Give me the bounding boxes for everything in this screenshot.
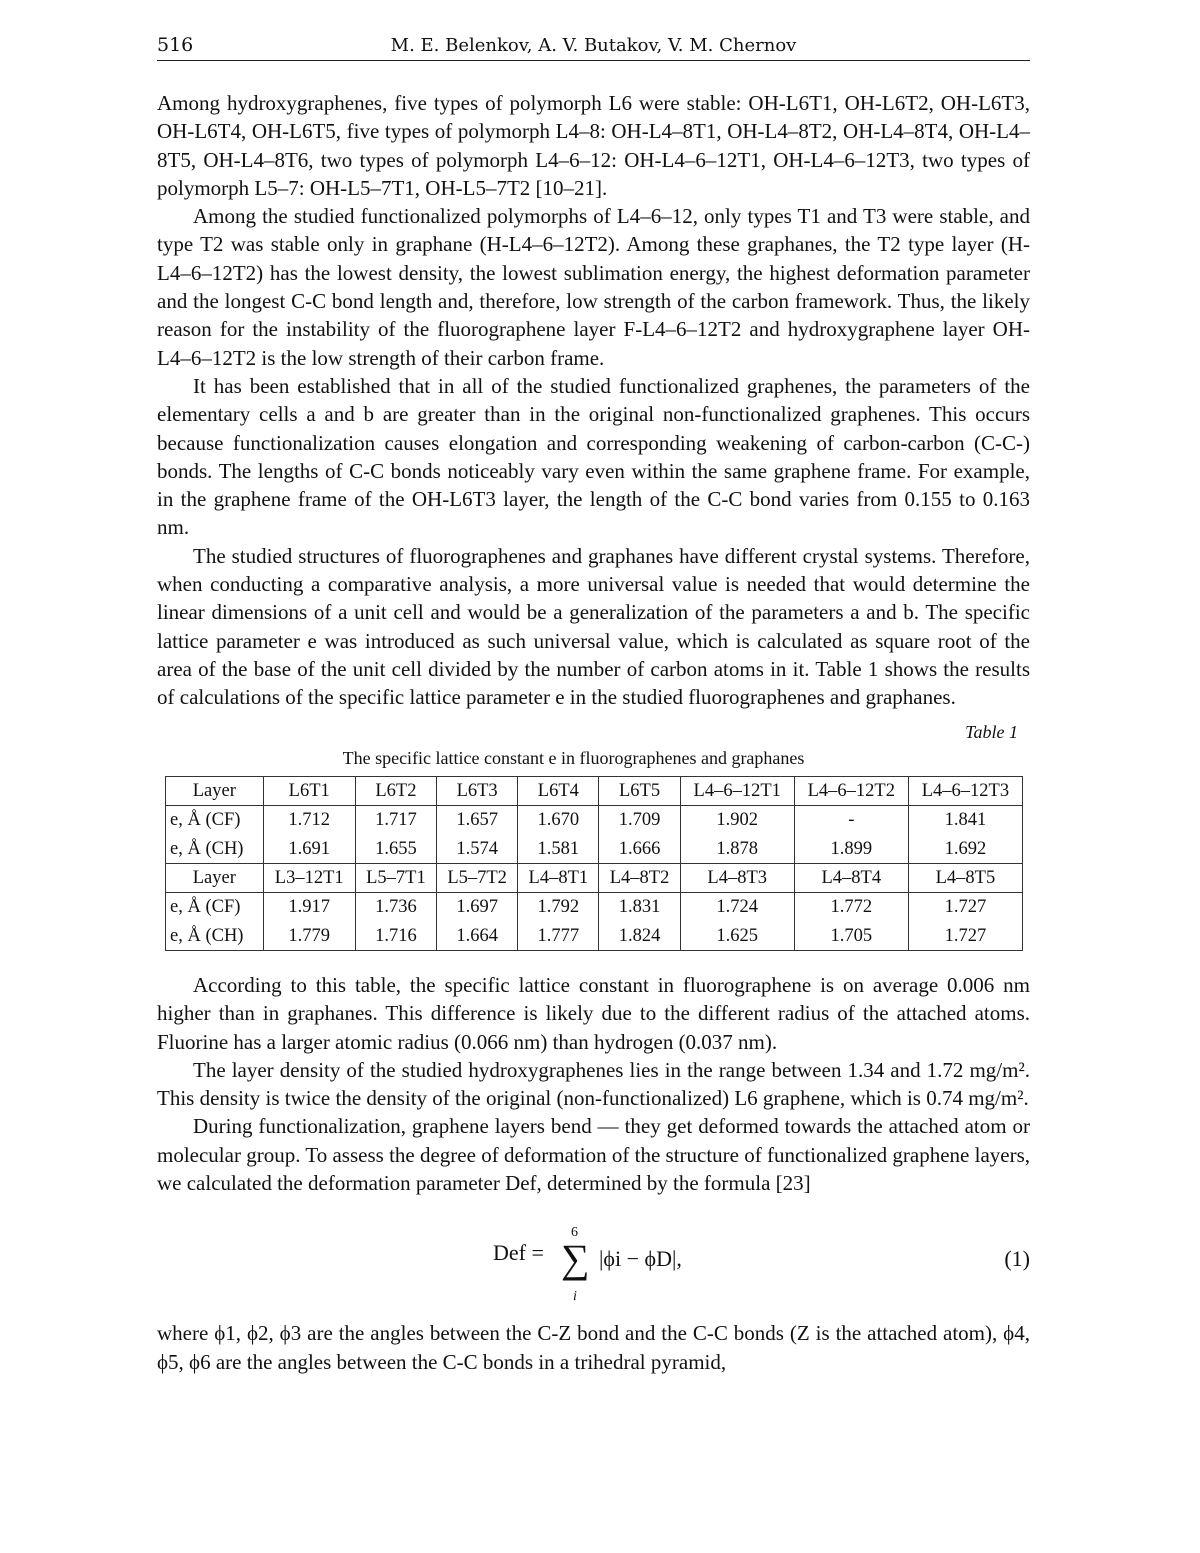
table-row-label: e, Å (CH) [166,835,264,864]
table-cell: 1.899 [794,835,908,864]
table-header-cell: L6T4 [518,777,599,806]
table-header-cell: L4–8T4 [794,864,908,893]
table-cell: 1.705 [794,922,908,951]
table-header-cell: L4–6–12T2 [794,777,908,806]
table-header-row [166,864,1023,893]
table-header-cell: L4–8T1 [518,864,599,893]
table-header-cell: L4–6–12T3 [908,777,1022,806]
table-header-cell: L6T1 [263,777,355,806]
table-cell: - [794,806,908,835]
table-header-cell: L6T5 [599,777,680,806]
table-cell: 1.902 [680,806,794,835]
table-row [166,922,1023,951]
table-row [166,835,1023,864]
table-cell: 1.917 [263,893,355,922]
table-header-row [166,777,1023,806]
table-cell: 1.655 [355,835,436,864]
page-number: 516 [157,34,194,56]
table-cell: 1.792 [518,893,599,922]
sum-lower-limit: i [573,1289,577,1305]
table-caption: The specific lattice constant e in fluorographenes and graphanes [342,747,805,768]
paragraph-3: It has been established that in all of the studied functionalized graphenes, the parameters of the elementary cells a and b are greater than in the original non-functionalized graphenes. This occurs because functionalization causes elongation and corresponding weakening of carbon-carbon (C-C-) bonds. The lengths of C-C bonds noticeably vary even within the same graphene frame. For example, in the graphene frame of the OH-L6T3 layer, the length of the C-C bond varies from 0.155 to 0.163 nm. [157,373,1030,540]
table-cell: 1.670 [518,806,599,835]
table-cell: 1.574 [437,835,518,864]
table-cell: 1.692 [908,835,1022,864]
table-header-cell: L4–8T3 [680,864,794,893]
table-cell: 1.772 [794,893,908,922]
equation-expression: |ϕi − ϕD|, [599,1246,682,1272]
equation-lhs: Def = [493,1240,544,1266]
paragraph-6: The layer density of the studied hydroxygraphenes lies in the range between 1.34 and 1.72 mg/m². This density is twice the density of the original (non-functionalized) L6 graphene, which is 0.74 mg/m². [157,1057,1030,1111]
paragraph-8: where ϕ1, ϕ2, ϕ3 are the angles between the C-Z bond and the C-C bonds (Z is the attached atom), ϕ4, ϕ5, ϕ6 are the angles between the C-C bonds in a trihedral pyramid, [157,1321,1030,1374]
table-row [166,893,1023,922]
table-cell: 1.727 [908,922,1022,951]
paragraph-1: Among hydroxygraphenes, five types of polymorph L6 were stable: OH-L6T1, OH-L6T2, OH-L6T3, OH-L6T4, OH-L6T5, five types of polymorph L4–8: OH-L4–8T1, OH-L4–8T2, OH-L4–8T4, OH-L4–8T5, OH-L4–8T6, two types of polymorph L4–6–12: OH-L4–6–12T1, OH-L4–6–12T3, two types of polymorph L5–7: OH-L5–7T1, OH-L5–7T2 [10–21]. [157,91,1030,200]
table-cell: 1.666 [599,835,680,864]
table-cell: 1.712 [263,806,355,835]
table-cell: 1.724 [680,893,794,922]
equation-number: (1) [1004,1246,1030,1272]
paper-page [157,30,1030,1376]
table-cell: 1.716 [355,922,436,951]
table-header-cell: L6T3 [437,777,518,806]
table-cell: 1.736 [355,893,436,922]
table-header-cell: L4–8T5 [908,864,1022,893]
table-header-cell: L5–7T1 [355,864,436,893]
table-header-cell: L3–12T1 [263,864,355,893]
table-cell: 1.777 [518,922,599,951]
paragraph-5: According to this table, the specific lattice constant in fluorographene is on average 0.006 nm higher than in graphanes. This difference is likely due to the different radius of the attached atoms. Fluorine has a larger atomic radius (0.066 nm) than hydrogen (0.037 nm). [157,972,1030,1054]
table-cell: 1.691 [263,835,355,864]
table-cell: 1.717 [355,806,436,835]
running-authors: M. E. Belenkov, A. V. Butakov, V. M. Chernov [390,35,797,56]
table-cell: 1.697 [437,893,518,922]
table-cell: 1.779 [263,922,355,951]
table-header-cell: L4–8T2 [599,864,680,893]
table-cell: 1.878 [680,835,794,864]
table-cell: 1.831 [599,893,680,922]
table-header-cell: L4–6–12T1 [680,777,794,806]
running-header [157,30,1030,61]
table-row-label: e, Å (CH) [166,922,264,951]
table-cell: 1.625 [680,922,794,951]
table-row-label: e, Å (CF) [166,893,264,922]
table-header-cell: L6T2 [355,777,436,806]
table-cell: 1.581 [518,835,599,864]
table-cell: 1.709 [599,806,680,835]
paragraph-7: During functionalization, graphene layers bend — they get deformed towards the attached atom or molecular group. To assess the degree of deformation of the structure of functionalized graphene layers, we calculated the deformation parameter Def, determined by the formula [23] [157,1114,1030,1195]
table-header-cell: Layer [166,864,264,893]
sum-upper-limit: 6 [571,1225,578,1241]
table-cell: 1.727 [908,893,1022,922]
table-row-label: e, Å (CF) [166,806,264,835]
table-header-cell: Layer [166,777,264,806]
paragraph-4: The studied structures of fluorographenes and graphanes have different crystal systems. Therefore, when conducting a comparative analysis, a more universal value is needed that would determine the linear dimensions of a unit cell and would be a generalization of the parameters a and b. The specific lattice parameter e was introduced as such universal value, which is calculated as square root of the area of the base of the unit cell divided by the number of carbon atoms in it. Table 1 shows the results of calculations of the specific lattice parameter e in the studied fluorographenes and graphanes. [157,543,1030,710]
body-text [157,89,1030,1376]
table-header-cell: L5–7T2 [437,864,518,893]
table-cell: 1.841 [908,806,1022,835]
lattice-constant-table [165,776,1023,951]
table-row [166,806,1023,835]
table-cell: 1.657 [437,806,518,835]
table-label: Table 1 [965,721,1018,742]
paragraph-2: Among the studied functionalized polymorphs of L4–6–12, only types T1 and T3 were stable, and type T2 was stable only in graphane (H-L4–6–12T2). Among these graphanes, the T2 type layer (H-L4–6–12T2) has the lowest density, the lowest sublimation energy, the highest deformation parameter and the longest C-C bond length and, therefore, low strength of the carbon framework. Thus, the likely reason for the instability of the fluorographene layer F-L4–6–12T2 and hydroxygraphene layer OH-L4–6–12T2 is the low strength of their carbon frame. [157,204,1030,370]
sigma-icon: ∑ [561,1236,590,1282]
table-cell: 1.824 [599,922,680,951]
table-cell: 1.664 [437,922,518,951]
equation-1 [157,1219,1030,1311]
